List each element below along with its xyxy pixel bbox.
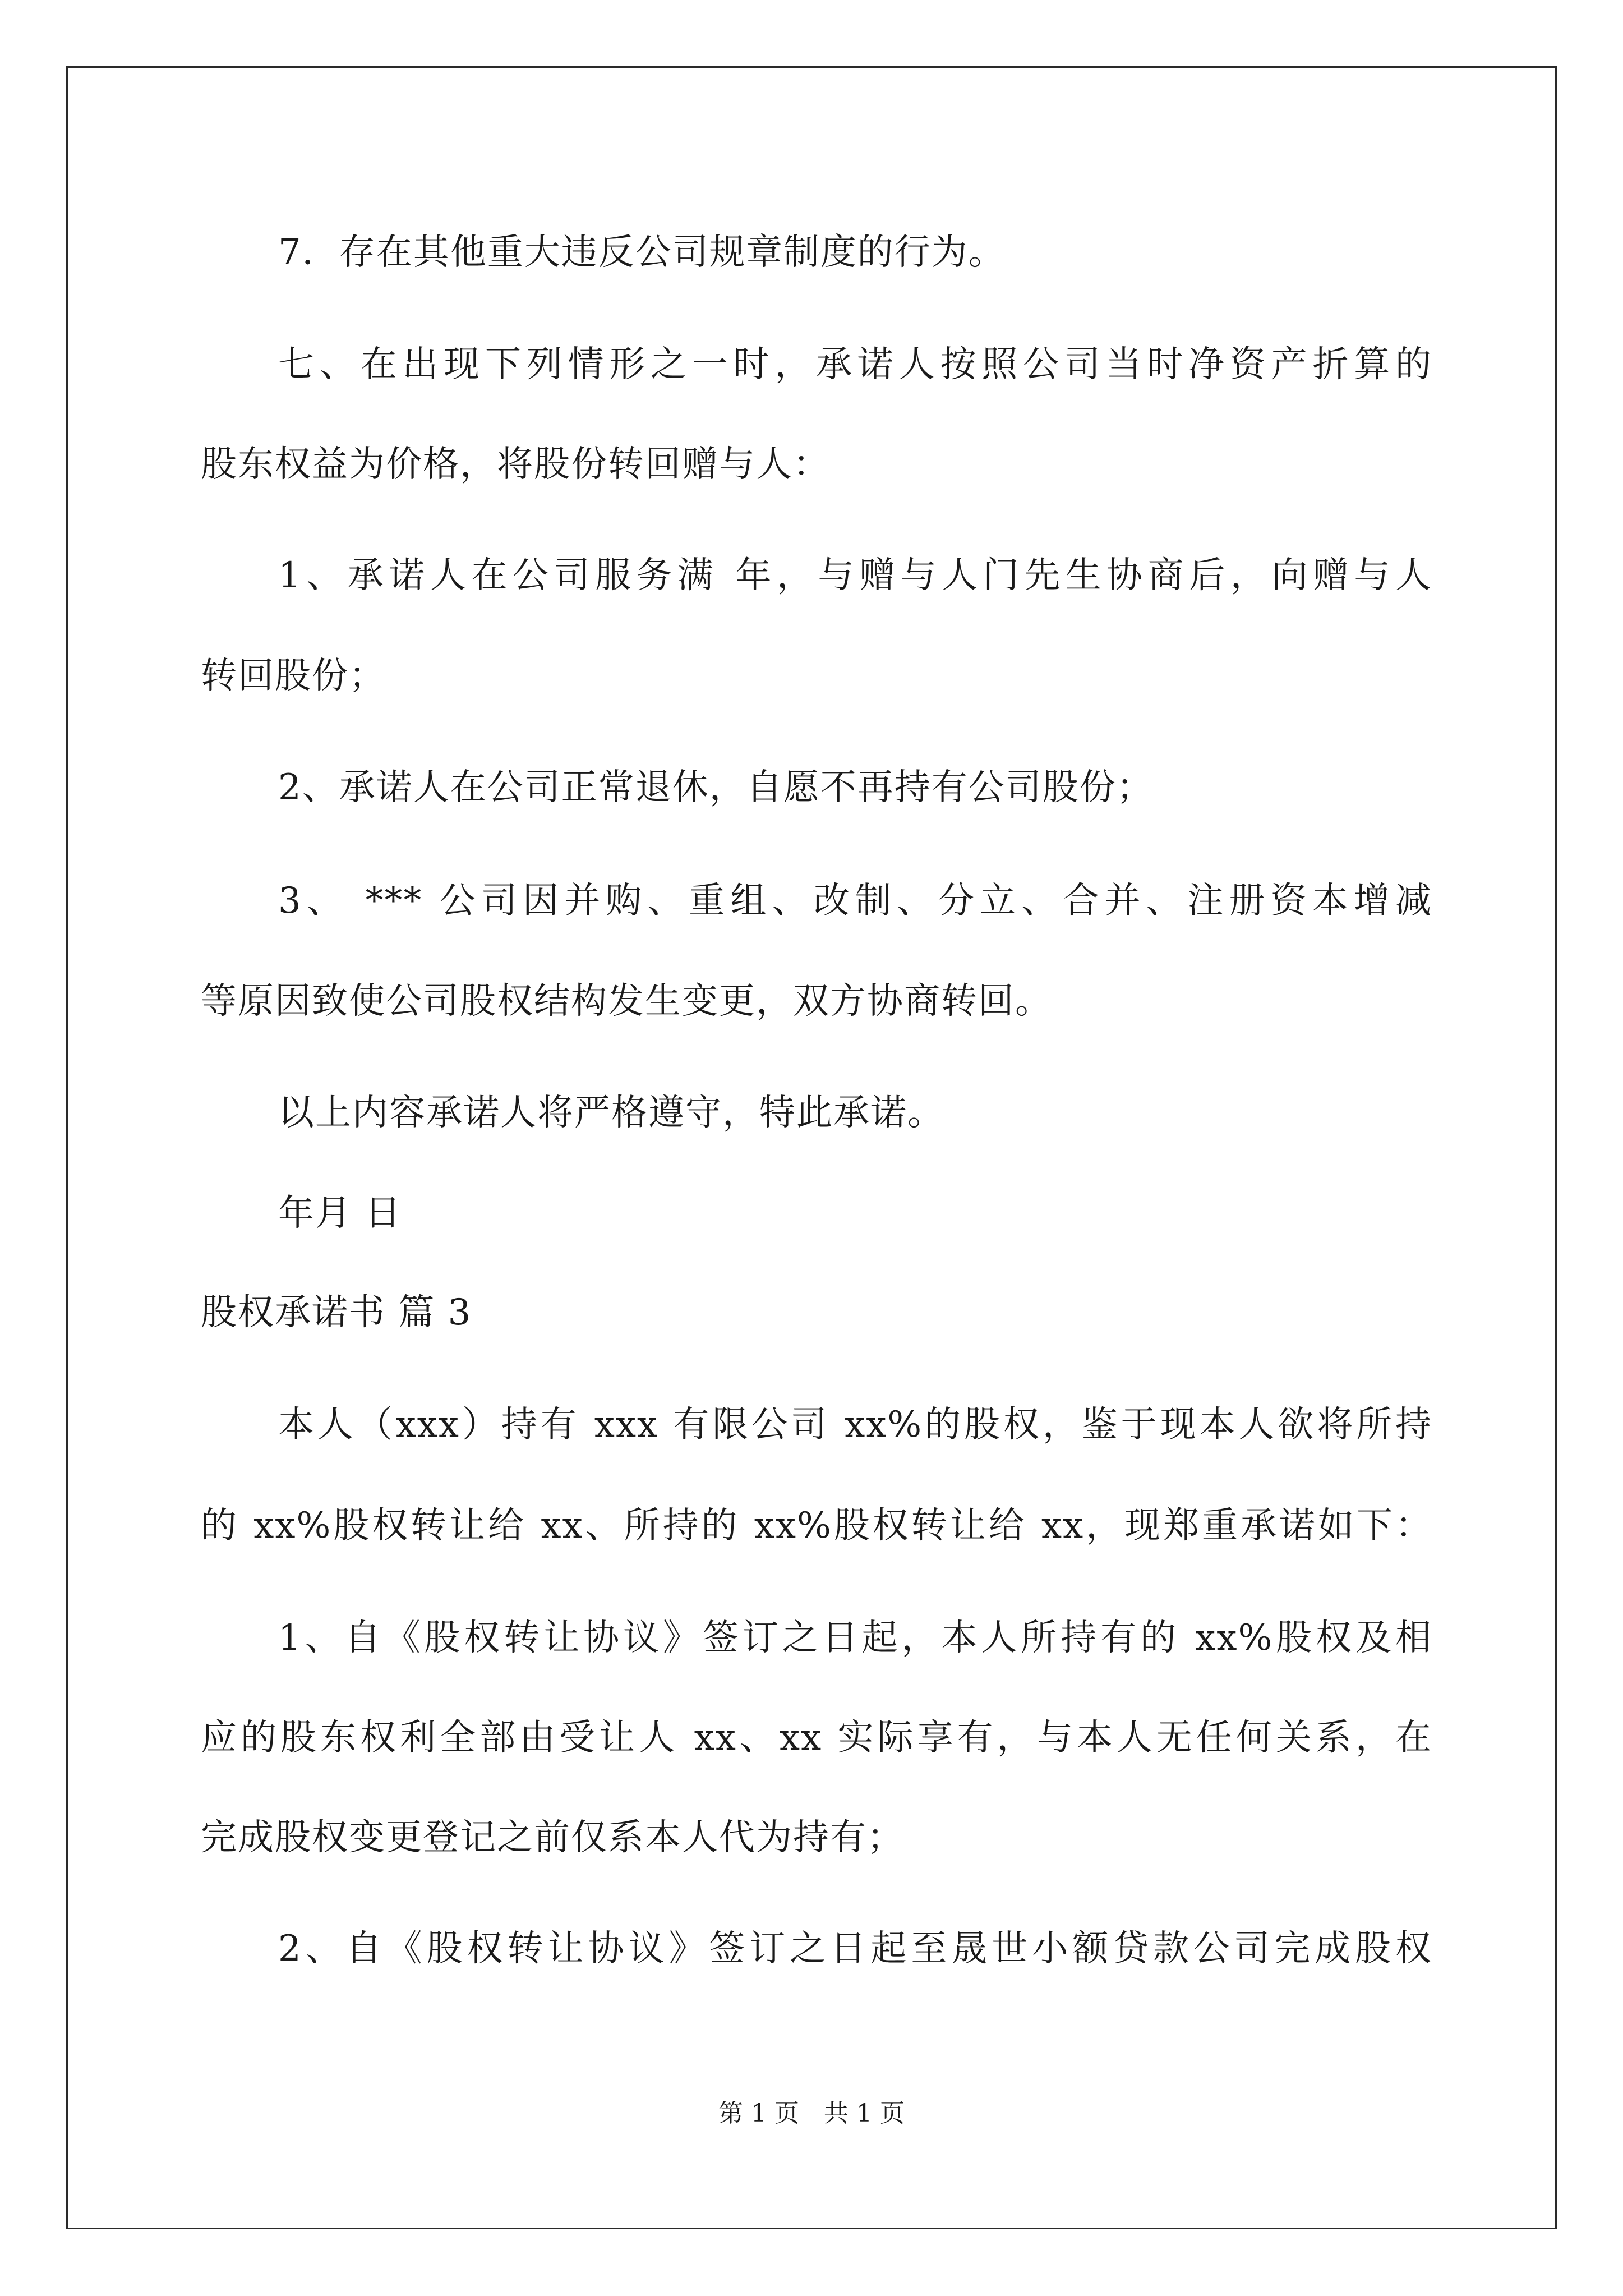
paragraph-line: 完成股权变更登记之前仅系本人代为持有； <box>201 1817 904 1858</box>
paragraph-line: 等原因致使公司股权结构发生变更，双方协商转回。 <box>201 981 1052 1022</box>
paragraph-line: 应的股东权利全部由受让人 xx、xx 实际享有，与本人无任何关系，在 <box>201 1717 1432 1759</box>
paragraph-line: 七、在出现下列情形之一时，承诺人按照公司当时净资产折算的 <box>278 344 1432 385</box>
paragraph-line: 2、承诺人在公司正常退休，自愿不再持有公司股份； <box>278 767 1154 808</box>
paragraph-line: 股东权益为价格，将股份转回赠与人： <box>201 444 830 485</box>
date-line: 年月 日 <box>278 1193 402 1234</box>
paragraph-line: 3、 *** 公司因并购、重组、改制、分立、合并、注册资本增减 <box>278 880 1432 922</box>
page-border <box>66 66 1557 2229</box>
page-number: 第 1 页 共 1 页 <box>718 2099 905 2128</box>
paragraph-line: 本人（xxx）持有 xxx 有限公司 xx%的股权，鉴于现本人欲将所持 <box>278 1404 1432 1446</box>
paragraph-line: 1、承诺人在公司服务满 年，与赠与人门先生协商后，向赠与人 <box>278 555 1432 596</box>
paragraph-line: 7．存在其他重大违反公司规章制度的行为。 <box>278 232 1006 273</box>
section-title: 股权承诺书 篇 3 <box>201 1292 472 1333</box>
paragraph-line: 的 xx%股权转让给 xx、所持的 xx%股权转让给 xx，现郑重承诺如下： <box>201 1505 1432 1547</box>
paragraph-line: 1、自《股权转让协议》签订之日起，本人所持有的 xx%股权及相 <box>278 1617 1432 1659</box>
paragraph-line: 2、自《股权转让协议》签订之日起至晟世小额贷款公司完成股权 <box>278 1928 1432 1970</box>
paragraph-line: 以上内容承诺人将严格遵守，特此承诺。 <box>278 1092 944 1134</box>
paragraph-line: 转回股份； <box>201 655 386 697</box>
